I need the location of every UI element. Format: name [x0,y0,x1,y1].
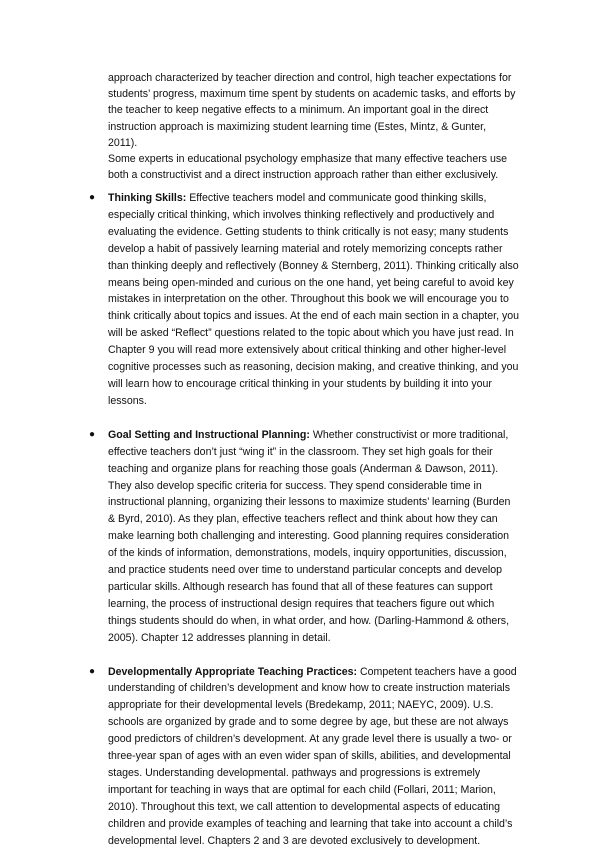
bullet-icon: ● [89,665,96,677]
bullet-text: Whether constructivist or more traditional, effective teachers don’t just “wing it” in the classroom. They set high goals for their teaching and organize plans for reaching those goals (Anderman & Dawson, 2011). They also develop specific criteria for success. They spend considerable time in instructional planning, organizing their lessons to maximize students’ learning (Burden & Byrd, 2010). As they plan, effective teachers reflect and think about how they can make learning both challenging and interesting. Good planning requires consideration of the kinds of information, demonstrations, models, inquiry opportunities, discussion, and practice students need over time to understand particular concepts and develop particular skills. Although research has found that all of these features can support learning, the process of instructional design requires that teachers figure out which things students should do when, in what order, and how. (Darling-Hammond & others, 2005). Chapter 12 addresses planning in detail. [108,428,511,644]
bullet-heading: Goal Setting and Instructional Planning: [108,428,310,441]
bullet-icon: ● [89,192,96,203]
bullet-text: Effective teachers model and communicate good thinking skills, especially critical thinking, which involves thinking reflectively and productively and evaluating the evidence. Getting students to think critically is not easy; many students develop a habit of passively learning material and rotely memorizing concepts rather than thinking deeply and reflectively (Bonney & Sternberg, 2011). Thinking critically also means being open-minded and curious on the one hand, yet being careful to avoid key mistakes in interpretation on the other. Throughout this book we will encourage you to think critically about topics and issues. At the end of each main section in a chapter, you will be asked “Reflect” questions related to the topic about which you have just read. In Chapter 9 you will read more extensively about critical thinking and other higher-level cognitive processes such as reasoning, decision making, and creative thinking, and you will learn how to encourage critical thinking in your students by building it into your lessons. [108,192,520,407]
bullet-list [0,190,600,867]
bullet-heading: Thinking Skills: [108,192,187,204]
intro-paragraph-1: approach characterized by teacher direction and control, high teacher expectations for students’ progress, maximum time spent by students on academic tasks, and efforts by the teacher to keep negative effects to a minimum. An important goal in the direct instruction approach is maximizing student learning time (Estes, Mintz, & Gunter, 2011). [108,72,516,149]
bullet-heading: Developmentally Appropriate Teaching Practices: [108,665,358,678]
bullet-text: Competent teachers have a good understanding of children’s development and know how to create instruction materials appropriate for their developmental levels (Bredekamp, 2011; NAEYC, 2009). U.S. schools are organized by grade and to some degree by age, but these are not always good predictors of children’s development. At any grade level there is usually a two- or three-year span of ages with an even wider span of skills, abilities, and developmental stages. Understanding developmental. pathways and progressions is extremely important for teaching in ways that are optimal for each child (Follari, 2011; Marion, 2010). Throughout this text, we call attention to developmental aspects of educating children and provide examples of teaching and learning that take into account a child’s developmental level. Chapters 2 and 3 are devoted exclusively to development. [108,665,517,847]
bullet-item-developmental-practices [0,664,520,850]
bullet-icon: ● [89,428,96,440]
bullet-item-thinking-skills [0,190,520,410]
intro-section [108,70,518,183]
intro-paragraph-2: Some experts in educational psychology emphasize that many effective teachers use both a constructivist and a direct instruction approach rather than either exclusively. [108,153,508,182]
bullet-item-goal-setting [0,427,520,647]
